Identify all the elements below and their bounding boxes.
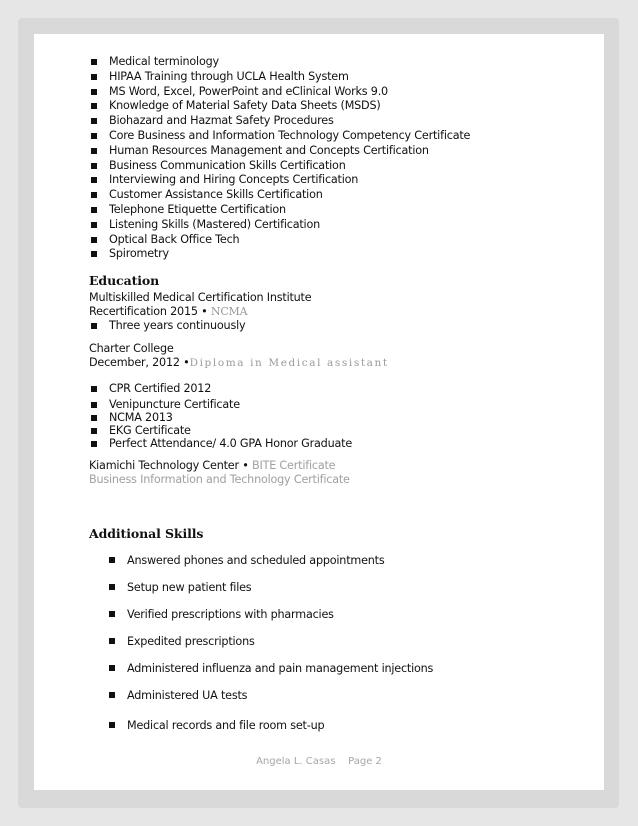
- bullet-icon: [91, 74, 97, 80]
- list-item: EKG Certificate: [89, 424, 589, 437]
- list-item: Customer Assistance Skills Certification: [89, 188, 589, 203]
- list-item: Three years continuously: [89, 319, 589, 332]
- bullet-icon: [91, 133, 97, 139]
- institution-name: Kiamichi Technology Center • BITE Certificate: [89, 459, 336, 473]
- list-item: Listening Skills (Mastered) Certification: [89, 218, 589, 233]
- list-item: Optical Back Office Tech: [89, 233, 589, 248]
- bullet-icon: [109, 557, 115, 563]
- list-item: Biohazard and Hazmat Safety Procedures: [89, 114, 589, 129]
- bullet-icon: [109, 665, 115, 671]
- bullet-icon: [91, 402, 97, 408]
- institution-detail: Recertification 2015 • NCMA: [89, 305, 248, 319]
- bullet-icon: [109, 722, 115, 728]
- list-item: Spirometry: [89, 247, 589, 262]
- bullet-icon: [91, 103, 97, 109]
- document-content: [89, 55, 589, 746]
- bullet-icon: [109, 611, 115, 617]
- bullet-icon: [91, 441, 97, 447]
- page-footer: Angela L. Casas Page 2: [256, 756, 382, 767]
- education-list: [89, 319, 589, 332]
- bullet-icon: [91, 163, 97, 169]
- bullet-icon: [91, 323, 97, 329]
- list-item: Medical terminology: [89, 55, 589, 70]
- list-item: Venipuncture Certificate: [89, 398, 589, 411]
- bullet-icon: [91, 428, 97, 434]
- education-heading: Education: [89, 273, 160, 289]
- list-item: Perfect Attendance/ 4.0 GPA Honor Graduate: [89, 437, 589, 450]
- institution-name: Charter College: [89, 342, 174, 356]
- list-item: Knowledge of Material Safety Data Sheets (MSDS): [89, 99, 589, 114]
- list-item: Interviewing and Hiring Concepts Certification: [89, 173, 589, 188]
- list-item: Answered phones and scheduled appointments: [89, 554, 589, 581]
- list-item: Expedited prescriptions: [89, 635, 589, 662]
- bullet-icon: [91, 59, 97, 65]
- bullet-icon: [91, 222, 97, 228]
- bullet-icon: [109, 638, 115, 644]
- list-item: MS Word, Excel, PowerPoint and eClinical Works 9.0: [89, 85, 589, 100]
- list-item: Telephone Etiquette Certification: [89, 203, 589, 218]
- list-item: Core Business and Information Technology Competency Certificate: [89, 129, 589, 144]
- bullet-icon: [91, 89, 97, 95]
- list-item: CPR Certified 2012: [89, 382, 589, 395]
- list-item: Verified prescriptions with pharmacies: [89, 608, 589, 635]
- skills-list: [89, 55, 589, 262]
- list-item: HIPAA Training through UCLA Health System: [89, 70, 589, 85]
- document-page: [34, 34, 604, 790]
- bullet-icon: [91, 237, 97, 243]
- list-item: Human Resources Management and Concepts Certification: [89, 144, 589, 159]
- certificate-description: Business Information and Technology Certificate: [89, 473, 350, 487]
- list-item: Setup new patient files: [89, 581, 589, 608]
- list-item: Medical records and file room set-up: [89, 719, 589, 746]
- list-item: NCMA 2013: [89, 411, 589, 424]
- bullet-icon: [109, 584, 115, 590]
- list-item: Administered influenza and pain management injections: [89, 662, 589, 689]
- bullet-icon: [91, 148, 97, 154]
- additional-skills-list: [89, 554, 589, 746]
- list-item: Administered UA tests: [89, 689, 589, 716]
- education-list: [89, 382, 589, 450]
- bullet-icon: [91, 207, 97, 213]
- institution-detail: December, 2012 •Diploma in Medical assistant: [89, 356, 389, 370]
- bullet-icon: [91, 251, 97, 257]
- diploma-label: Diploma in Medical assistant: [189, 357, 389, 370]
- certificate-label: BITE Certificate: [252, 459, 336, 473]
- bullet-icon: [91, 118, 97, 124]
- bullet-icon: [91, 192, 97, 198]
- bullet-icon: [91, 415, 97, 421]
- bullet-icon: [91, 177, 97, 183]
- org-label: NCMA: [210, 305, 248, 319]
- institution-name: Multiskilled Medical Certification Institute: [89, 291, 312, 305]
- additional-skills-heading: Additional Skills: [89, 526, 204, 542]
- bullet-icon: [91, 386, 97, 392]
- list-item: Business Communication Skills Certification: [89, 159, 589, 174]
- bullet-icon: [109, 692, 115, 698]
